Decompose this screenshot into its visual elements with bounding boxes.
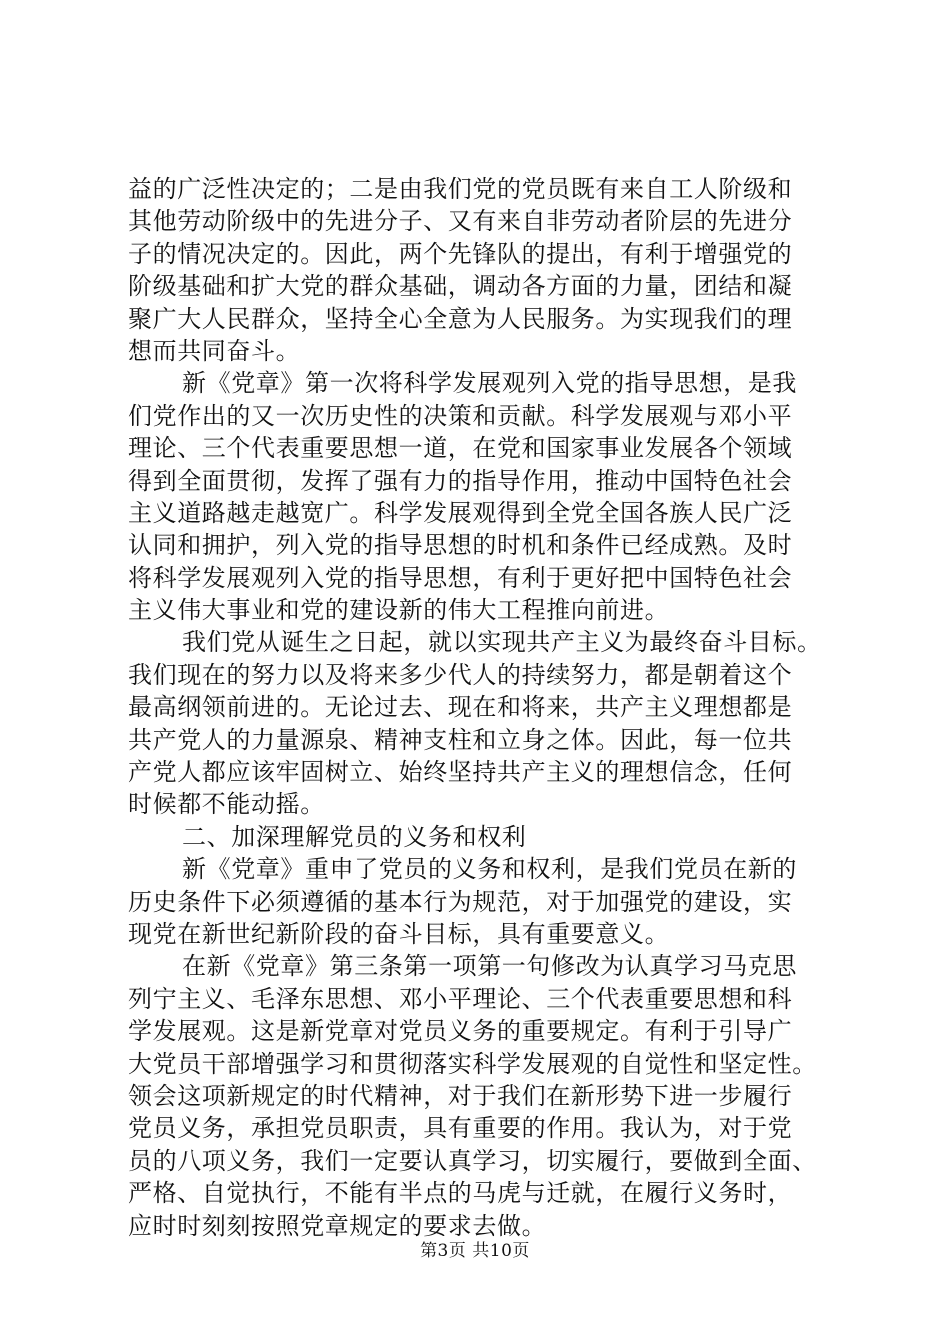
text-line: 主义伟大事业和党的建设新的伟大工程推向前进。 [128, 596, 670, 625]
text-line: 领会这项新规定的时代精神，对于我们在新形势下进一步履行 [128, 1081, 793, 1110]
document-body [128, 173, 868, 1242]
text-line: 阶级基础和扩大党的群众基础，调动各方面的力量，团结和凝 [128, 272, 793, 301]
page-number-footer: 第3页 共10页 [420, 1241, 530, 1261]
text-line: 将科学发展观列入党的指导思想，有利于更好把中国特色社会 [128, 563, 793, 592]
text-line: 共产党人的力量源泉、精神支柱和立身之体。因此，每一位共 [128, 725, 793, 754]
text-line: 得到全面贯彻，发挥了强有力的指导作用，推动中国特色社会 [128, 466, 793, 495]
text-line: 益的广泛性决定的；二是由我们党的党员既有来自工人阶级和 [128, 175, 793, 203]
text-line: 最高纲领前进的。无论过去、现在和将来，共产主义理想都是 [128, 693, 793, 722]
text-line: 产党人都应该牢固树立、始终坚持共产主义的理想信念，任何 [128, 758, 793, 787]
paragraph-first-line: 在新《党章》第三条第一项第一句修改为认真学习马克思 [182, 952, 797, 981]
text-line: 现党在新世纪新阶段的奋斗目标，具有重要意义。 [128, 919, 670, 948]
paragraph-first-line: 二、加深理解党员的义务和权利 [182, 822, 527, 851]
text-line: 大党员干部增强学习和贯彻落实科学发展观的自觉性和坚定性。 [128, 1049, 817, 1078]
text-line: 其他劳动阶级中的先进分子、又有来自非劳动者阶层的先进分 [128, 207, 793, 236]
text-line: 们党作出的又一次历史性的决策和贡献。科学发展观与邓小平 [128, 401, 793, 430]
text-line: 学发展观。这是新党章对党员义务的重要规定。有利于引导广 [128, 1017, 793, 1046]
paragraph-first-line: 我们党从诞生之日起，就以实现共产主义为最终奋斗目标。 [182, 628, 822, 657]
text-line: 认同和拥护，列入党的指导思想的时机和条件已经成熟。及时 [128, 531, 793, 560]
text-line: 应时时刻刻按照党章规定的要求去做。 [128, 1211, 547, 1240]
text-line: 聚广大人民群众，坚持全心全意为人民服务。为实现我们的理 [128, 304, 793, 333]
text-line: 历史条件下必须遵循的基本行为规范，对于加强党的建设，实 [128, 887, 793, 916]
text-line: 子的情况决定的。因此，两个先锋队的提出，有利于增强党的 [128, 239, 793, 268]
text-line: 主义道路越走越宽广。科学发展观得到全党全国各族人民广泛 [128, 498, 793, 527]
paragraph-first-line: 新《党章》重申了党员的义务和权利，是我们党员在新的 [182, 855, 797, 884]
text-line: 员的八项义务，我们一定要认真学习，切实履行，要做到全面、 [128, 1146, 817, 1175]
text-line: 理论、三个代表重要思想一道，在党和国家事业发展各个领域 [128, 434, 793, 463]
paragraph-first-line: 新《党章》第一次将科学发展观列入党的指导思想，是我 [182, 369, 797, 398]
text-line: 想而共同奋斗。 [128, 336, 301, 365]
text-line: 时候都不能动摇。 [128, 790, 325, 819]
text-line: 我们现在的努力以及将来多少代人的持续努力，都是朝着这个 [128, 660, 793, 689]
text-line: 党员义务，承担党员职责，具有重要的作用。我认为，对于党 [128, 1114, 793, 1143]
text-line: 列宁主义、毛泽东思想、邓小平理论、三个代表重要思想和科 [128, 984, 793, 1013]
text-line: 严格、自觉执行，不能有半点的马虎与迁就，在履行义务时， [128, 1179, 793, 1208]
